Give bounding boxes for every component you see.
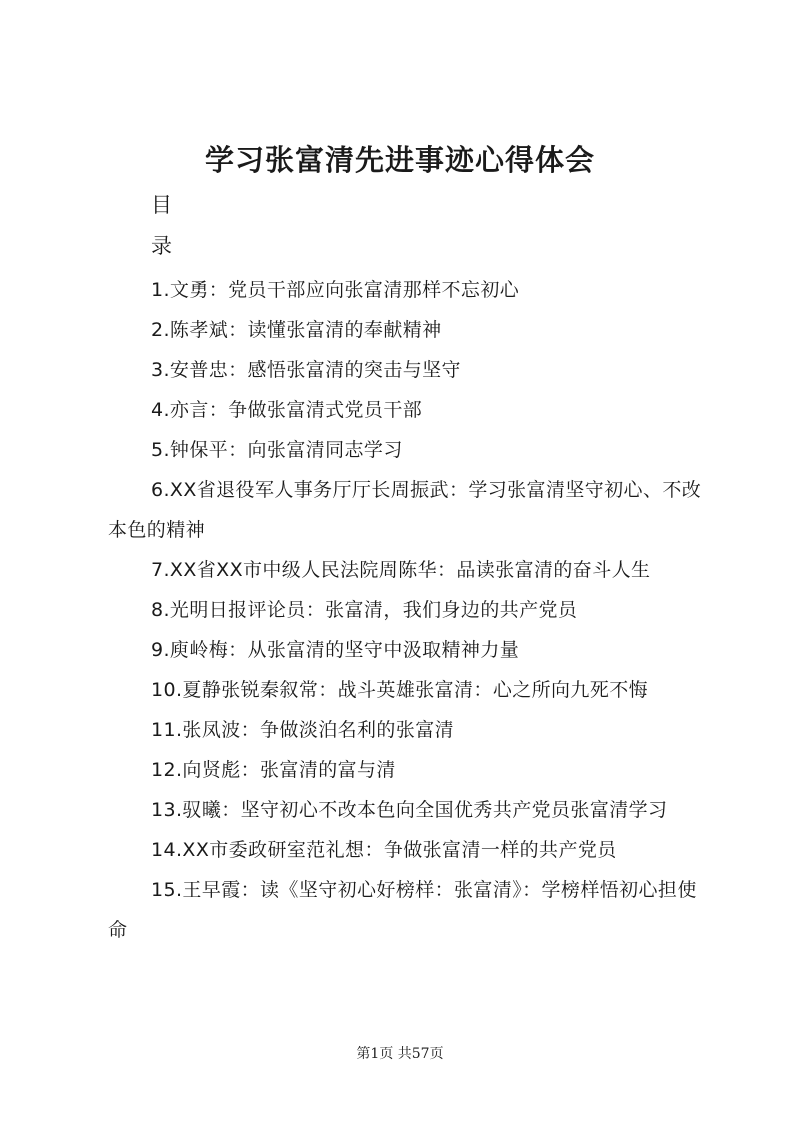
- page-footer: 第1页 共57页: [356, 1046, 444, 1062]
- toc-item[interactable]: 10.夏静张锐秦叙常：战斗英雄张富清：心之所向九死不悔: [151, 679, 649, 701]
- document-title: 学习张富清先进事迹心得体会: [204, 143, 595, 177]
- toc-item[interactable]: 13.驭曦：坚守初心不改本色向全国优秀共产党员张富清学习: [151, 799, 668, 821]
- toc-item[interactable]: 4.亦言：争做张富清式党员干部: [151, 399, 423, 421]
- toc-item[interactable]: 8.光明日报评论员：张富清，我们身边的共产党员: [151, 599, 578, 621]
- table-of-contents: [108, 270, 708, 950]
- toc-item[interactable]: 2.陈孝斌：读懂张富清的奉献精神: [151, 319, 442, 341]
- toc-heading-line2: 录: [151, 234, 172, 258]
- toc-item[interactable]: 15.王早霞：读《坚守初心好榜样：张富清》：学榜样悟初心担使命: [108, 879, 697, 941]
- toc-item[interactable]: 3.安普忠：感悟张富清的突击与坚守: [151, 359, 461, 381]
- toc-item[interactable]: 14.XX市委政研室范礼想：争做张富清一样的共产党员: [151, 839, 617, 861]
- toc-item[interactable]: 12.向贤彪：张富清的富与清: [151, 759, 396, 781]
- toc-item[interactable]: 11.张凤波：争做淡泊名利的张富清: [151, 719, 455, 741]
- toc-item[interactable]: 9.庾岭梅：从张富清的坚守中汲取精神力量: [151, 639, 520, 661]
- toc-item[interactable]: 5.钟保平：向张富清同志学习: [151, 439, 403, 461]
- toc-item[interactable]: 7.XX省XX市中级人民法院周陈华：品读张富清的奋斗人生: [151, 559, 651, 581]
- toc-item[interactable]: 1.文勇：党员干部应向张富清那样不忘初心: [151, 279, 520, 301]
- toc-heading-line1: 目: [151, 193, 172, 217]
- toc-item[interactable]: 6.XX省退役军人事务厅厅长周振武：学习张富清坚守初心、不改本色的精神: [108, 479, 702, 541]
